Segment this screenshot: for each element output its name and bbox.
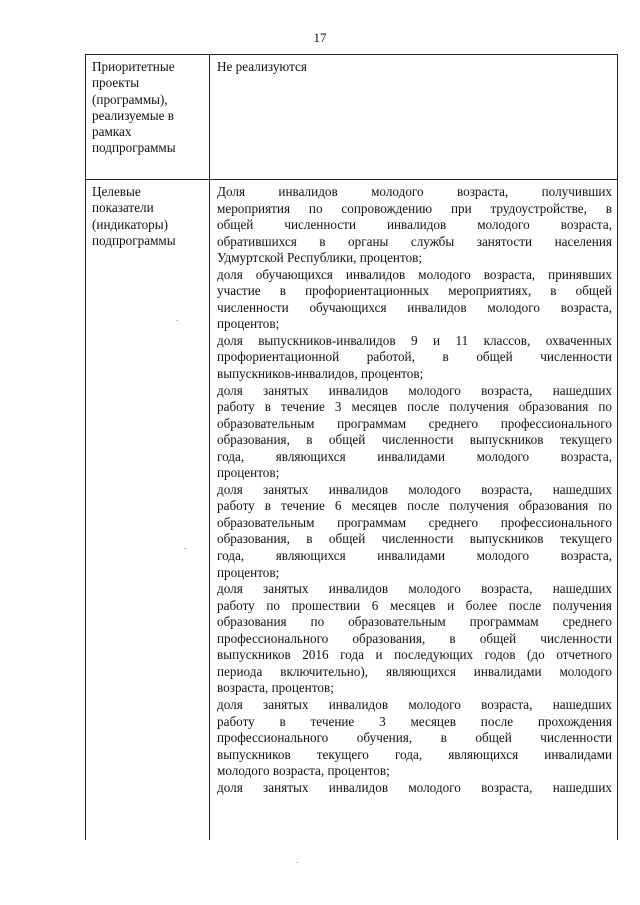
text-line: образовательным программам среднего профессионального bbox=[217, 415, 612, 431]
text-line: образовательным программам среднего профессионального bbox=[217, 514, 612, 530]
text-line: образования, в общей численности выпускников текущего bbox=[217, 531, 612, 547]
text-line: работу в течение 3 месяцев после прохождения bbox=[217, 713, 612, 729]
label-line: рамках bbox=[92, 124, 132, 140]
text-line: выпускников-инвалидов, процентов; bbox=[217, 366, 424, 382]
table-row-target-indicators bbox=[86, 180, 617, 840]
text-line: выпускников 2016 года и последующих годов (до отчетного bbox=[217, 647, 612, 663]
text-line: доля занятых инвалидов молодого возраста, нашедших bbox=[217, 779, 612, 795]
label-line: (индикаторы) bbox=[92, 216, 169, 232]
text-line: доля обучающихся инвалидов молодого возраста, принявших bbox=[217, 266, 612, 282]
text-line: профессионального образования, в общей численности bbox=[217, 630, 612, 646]
text-line: процентов; bbox=[217, 316, 280, 332]
scan-speck bbox=[176, 320, 178, 321]
row-label-target-indicators bbox=[92, 184, 204, 249]
text-line: Доля инвалидов молодого возраста, получивших bbox=[217, 184, 612, 199]
label-line: (программы), bbox=[92, 91, 168, 107]
text-line: доля занятых инвалидов молодого возраста, нашедших bbox=[217, 481, 612, 497]
label-line: проекты bbox=[92, 75, 140, 91]
label-line: подпрограммы bbox=[92, 140, 176, 156]
text-line: образования по образовательным программам среднего bbox=[217, 614, 612, 630]
text-line: мероприятия по сопровождению при трудоустройстве, в bbox=[217, 200, 612, 216]
table-row-priority-projects bbox=[86, 55, 617, 180]
row-value-priority-projects bbox=[217, 59, 612, 76]
text-line: профориентационной работой, в общей численности bbox=[217, 349, 612, 365]
text-line: молодого возраста, процентов; bbox=[217, 763, 390, 779]
text-line: Не реализуются bbox=[217, 59, 307, 74]
text-line: профессионального обучения, в общей численности bbox=[217, 730, 612, 746]
passport-table bbox=[85, 54, 618, 840]
page-number: 17 bbox=[313, 30, 327, 45]
text-line: образования, в общей численности выпускников текущего bbox=[217, 432, 612, 448]
scan-speck bbox=[184, 548, 186, 549]
text-line: процентов; bbox=[217, 564, 280, 580]
label-line: реализуемые в bbox=[92, 107, 175, 123]
text-line: выпускников текущего года, являющихся инвалидами bbox=[217, 746, 612, 762]
text-line: работу по прошествии 6 месяцев и более после получения bbox=[217, 597, 612, 613]
scan-speck bbox=[296, 862, 298, 863]
text-line: года, являющихся инвалидами молодого возраста, bbox=[217, 548, 612, 564]
text-line: процентов; bbox=[217, 465, 280, 481]
text-line: работу в течение 6 месяцев после получения образования по bbox=[217, 498, 612, 514]
text-line: периода включительно), являющихся инвалидами молодого bbox=[217, 663, 612, 679]
row-label-priority-projects bbox=[92, 59, 204, 157]
text-line: доля выпускников-инвалидов 9 и 11 классов, охваченных bbox=[217, 332, 612, 348]
label-line: Целевые bbox=[92, 184, 141, 199]
label-line: Приоритетные bbox=[92, 59, 175, 74]
text-line: доля занятых инвалидов молодого возраста, нашедших bbox=[217, 382, 612, 398]
text-line: года, являющихся инвалидами молодого возраста, bbox=[217, 448, 612, 464]
text-line: общей численности инвалидов молодого возраста, bbox=[217, 217, 612, 233]
text-line: доля занятых инвалидов молодого возраста, нашедших bbox=[217, 581, 612, 597]
text-line: Удмуртской Республики, процентов; bbox=[217, 250, 423, 266]
text-line: участие в профориентационных мероприятиях, в общей bbox=[217, 283, 612, 299]
text-line: работу в течение 3 месяцев после получения образования по bbox=[217, 399, 612, 415]
row-value-target-indicators bbox=[217, 184, 612, 796]
label-line: показатели bbox=[92, 200, 154, 216]
text-line: возраста, процентов; bbox=[217, 680, 334, 696]
text-line: доля занятых инвалидов молодого возраста, нашедших bbox=[217, 696, 612, 712]
text-line: численности обучающихся инвалидов молодого возраста, bbox=[217, 299, 612, 315]
text-line: обратившихся в органы службы занятости населения bbox=[217, 233, 612, 249]
label-line: подпрограммы bbox=[92, 232, 176, 248]
